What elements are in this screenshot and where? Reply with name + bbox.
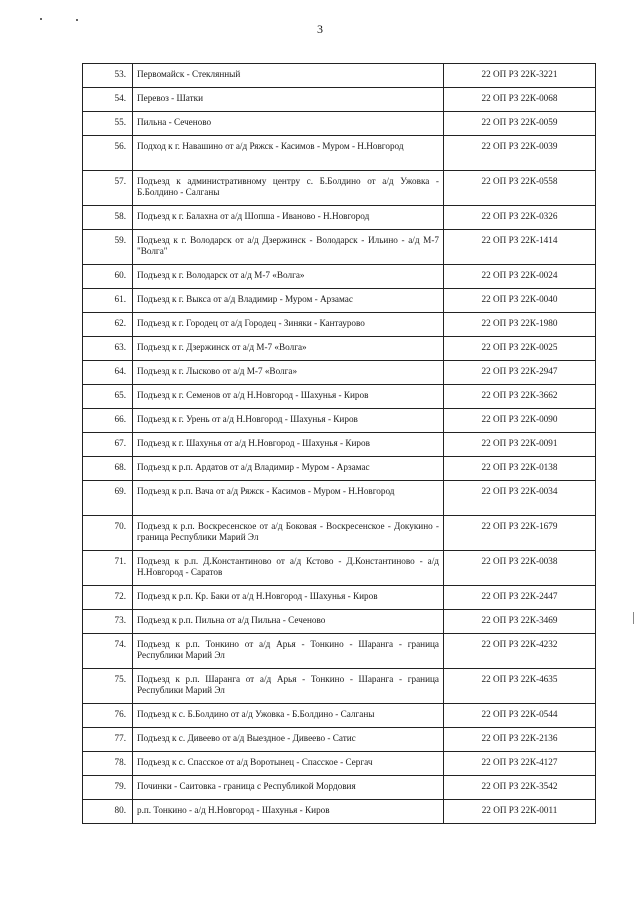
road-id-code: 22 ОП РЗ 22К-1980 [444, 313, 596, 337]
row-number: 65. [83, 385, 133, 409]
road-name: Подъезд к г. Балахна от а/д Шопша - Иваново - Н.Новгород [133, 206, 444, 230]
row-number: 62. [83, 313, 133, 337]
road-name: Подъезд к г. Володарск от а/д Дзержинск - Володарск - Ильино - а/д М-7 "Волга" [133, 230, 444, 265]
road-name: Подъезд к с. Дивеево от а/д Выездное - Дивеево - Сатис [133, 728, 444, 752]
table-row [83, 481, 596, 516]
row-number: 68. [83, 457, 133, 481]
road-id-code: 22 ОП РЗ 22К-3469 [444, 610, 596, 634]
table-row [83, 752, 596, 776]
road-name: Подъезд к с. Спасское от а/д Воротынец - Спасское - Сергач [133, 752, 444, 776]
row-number: 66. [83, 409, 133, 433]
road-id-code: 22 ОП РЗ 22К-0558 [444, 171, 596, 206]
table-row [83, 64, 596, 88]
road-id-code: 22 ОП РЗ 22К-0024 [444, 265, 596, 289]
row-number: 71. [83, 551, 133, 586]
table-row [83, 313, 596, 337]
road-id-code: 22 ОП РЗ 22К-2136 [444, 728, 596, 752]
table-row [83, 516, 596, 551]
roads-table [82, 63, 596, 824]
road-name: Подъезд к с. Б.Болдино от а/д Ужовка - Б.Болдино - Салганы [133, 704, 444, 728]
table-row [83, 136, 596, 171]
road-name: Подъезд к р.п. Д.Константиново от а/д Кстово - Д.Константиново - а/д Н.Новгород - Саратов [133, 551, 444, 586]
road-name: Подъезд к г. Урень от а/д Н.Новгород - Шахунья - Киров [133, 409, 444, 433]
road-name: Подъезд к г. Выкса от а/д Владимир - Муром - Арзамас [133, 289, 444, 313]
scan-edge-mark [633, 612, 634, 624]
table-row [83, 551, 596, 586]
row-number: 55. [83, 112, 133, 136]
road-name: р.п. Тонкино - а/д Н.Новгород - Шахунья - Киров [133, 800, 444, 824]
road-id-code: 22 ОП РЗ 22К-3662 [444, 385, 596, 409]
road-name: Подъезд к р.п. Тонкино от а/д Арья - Тонкино - Шаранга - граница Республики Марий Эл [133, 634, 444, 669]
road-name: Подъезд к г. Володарск от а/д М-7 «Волга» [133, 265, 444, 289]
road-id-code: 22 ОП РЗ 22К-2447 [444, 586, 596, 610]
road-name: Подъезд к р.п. Кр. Баки от а/д Н.Новгород - Шахунья - Киров [133, 586, 444, 610]
table-row [83, 385, 596, 409]
road-id-code: 22 ОП РЗ 22К-0059 [444, 112, 596, 136]
table-row [83, 704, 596, 728]
table-row [83, 112, 596, 136]
table-row [83, 409, 596, 433]
road-name: Подъезд к р.п. Воскресенское от а/д Боковая - Воскресенское - Докукино - граница Республики Марий Эл [133, 516, 444, 551]
row-number: 69. [83, 481, 133, 516]
row-number: 53. [83, 64, 133, 88]
road-id-code: 22 ОП РЗ 22К-0090 [444, 409, 596, 433]
table-row [83, 457, 596, 481]
row-number: 64. [83, 361, 133, 385]
page-number: 3 [317, 22, 323, 36]
road-id-code: 22 ОП РЗ 22К-3542 [444, 776, 596, 800]
table-row [83, 230, 596, 265]
road-name: Подъезд к г. Шахунья от а/д Н.Новгород - Шахунья - Киров [133, 433, 444, 457]
row-number: 76. [83, 704, 133, 728]
scan-speck [76, 19, 78, 21]
road-name: Подъезд к р.п. Пильна от а/д Пильна - Сеченово [133, 610, 444, 634]
table-row [83, 361, 596, 385]
road-name: Перевоз - Шатки [133, 88, 444, 112]
row-number: 75. [83, 669, 133, 704]
row-number: 70. [83, 516, 133, 551]
road-name: Первомайск - Стеклянный [133, 64, 444, 88]
road-id-code: 22 ОП РЗ 22К-0034 [444, 481, 596, 516]
road-name: Подъезд к г. Городец от а/д Городец - Зиняки - Кантаурово [133, 313, 444, 337]
table-row [83, 669, 596, 704]
row-number: 60. [83, 265, 133, 289]
table-row [83, 289, 596, 313]
row-number: 72. [83, 586, 133, 610]
row-number: 73. [83, 610, 133, 634]
road-id-code: 22 ОП РЗ 22К-2947 [444, 361, 596, 385]
table-row [83, 728, 596, 752]
road-name: Подъезд к г. Лысково от а/д М-7 «Волга» [133, 361, 444, 385]
table-row [83, 265, 596, 289]
table-row [83, 433, 596, 457]
road-id-code: 22 ОП РЗ 22К-0091 [444, 433, 596, 457]
row-number: 56. [83, 136, 133, 171]
road-name: Пильна - Сеченово [133, 112, 444, 136]
row-number: 58. [83, 206, 133, 230]
road-id-code: 22 ОП РЗ 22К-0068 [444, 88, 596, 112]
table-row [83, 776, 596, 800]
road-name: Подъезд к г. Дзержинск от а/д М-7 «Волга» [133, 337, 444, 361]
row-number: 63. [83, 337, 133, 361]
row-number: 67. [83, 433, 133, 457]
road-name: Починки - Саитовка - граница с Республикой Мордовия [133, 776, 444, 800]
table-row [83, 171, 596, 206]
row-number: 80. [83, 800, 133, 824]
road-id-code: 22 ОП РЗ 22К-0039 [444, 136, 596, 171]
table-row [83, 586, 596, 610]
road-id-code: 22 ОП РЗ 22К-0544 [444, 704, 596, 728]
table-row [83, 337, 596, 361]
road-name: Подъезд к административному центру с. Б.Болдино от а/д Ужовка - Б.Болдино - Салганы [133, 171, 444, 206]
road-id-code: 22 ОП РЗ 22К-0138 [444, 457, 596, 481]
row-number: 59. [83, 230, 133, 265]
row-number: 77. [83, 728, 133, 752]
row-number: 78. [83, 752, 133, 776]
table-row [83, 206, 596, 230]
road-id-code: 22 ОП РЗ 22К-4232 [444, 634, 596, 669]
row-number: 57. [83, 171, 133, 206]
road-name: Подъезд к р.п. Вача от а/д Ряжск - Касимов - Муром - Н.Новгород [133, 481, 444, 516]
row-number: 54. [83, 88, 133, 112]
road-name: Подъезд к р.п. Шаранга от а/д Арья - Тонкино - Шаранга - граница Республики Марий Эл [133, 669, 444, 704]
road-name: Подъезд к р.п. Ардатов от а/д Владимир - Муром - Арзамас [133, 457, 444, 481]
row-number: 61. [83, 289, 133, 313]
row-number: 79. [83, 776, 133, 800]
roads-table-body [83, 64, 596, 824]
road-id-code: 22 ОП РЗ 22К-3221 [444, 64, 596, 88]
road-id-code: 22 ОП РЗ 22К-1414 [444, 230, 596, 265]
table-row [83, 800, 596, 824]
table-row [83, 634, 596, 669]
table-row [83, 610, 596, 634]
road-id-code: 22 ОП РЗ 22К-0011 [444, 800, 596, 824]
road-id-code: 22 ОП РЗ 22К-0038 [444, 551, 596, 586]
road-id-code: 22 ОП РЗ 22К-4635 [444, 669, 596, 704]
table-row [83, 88, 596, 112]
scan-speck [40, 18, 42, 20]
road-id-code: 22 ОП РЗ 22К-0326 [444, 206, 596, 230]
row-number: 74. [83, 634, 133, 669]
road-id-code: 22 ОП РЗ 22К-1679 [444, 516, 596, 551]
road-id-code: 22 ОП РЗ 22К-0025 [444, 337, 596, 361]
road-name: Подход к г. Навашино от а/д Ряжск - Касимов - Муром - Н.Новгород [133, 136, 444, 171]
road-id-code: 22 ОП РЗ 22К-4127 [444, 752, 596, 776]
road-id-code: 22 ОП РЗ 22К-0040 [444, 289, 596, 313]
road-name: Подъезд к г. Семенов от а/д Н.Новгород - Шахунья - Киров [133, 385, 444, 409]
